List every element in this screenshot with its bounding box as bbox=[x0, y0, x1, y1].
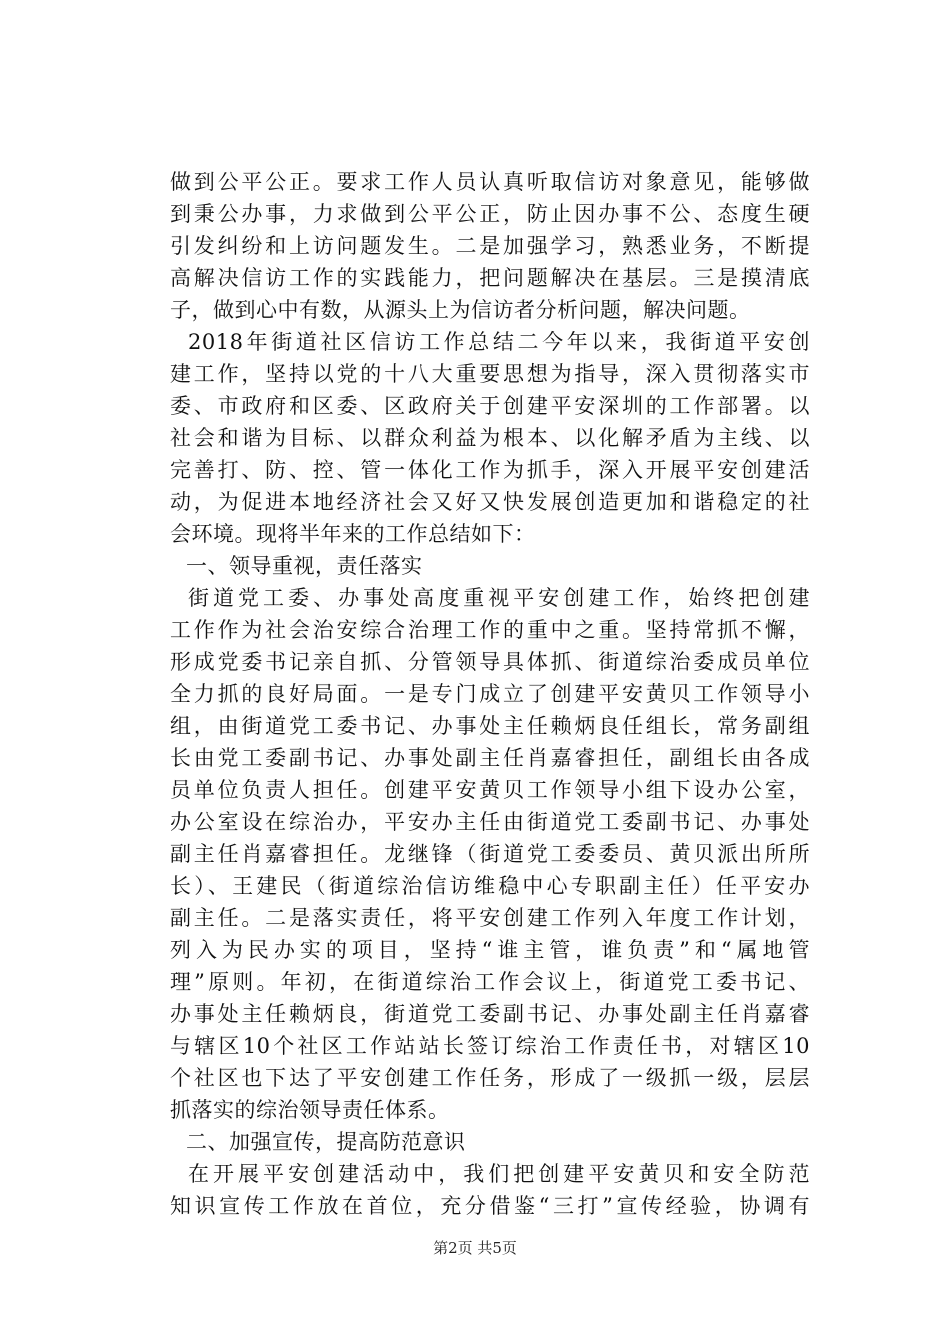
section-heading: 二、加强宣传，提高防范意识 bbox=[186, 1130, 466, 1154]
text-line: 动，为促进本地经济社会又好又快发展创造更加和谐稳定的社 bbox=[170, 490, 810, 514]
text-line: 全力抓的良好局面。一是专门成立了创建平安黄贝工作领导小 bbox=[170, 682, 810, 706]
text-line: 理”原则。年初，在街道综治工作会议上，街道党工委书记、 bbox=[170, 970, 810, 994]
text-line: 2018年街道社区信访工作总结二今年以来，我街道平安创 bbox=[188, 330, 810, 354]
text-line: 形成党委书记亲自抓、分管领导具体抓、街道综治委成员单位 bbox=[170, 650, 810, 674]
text-line: 做到公平公正。要求工作人员认真听取信访对象意见，能够做 bbox=[170, 170, 810, 194]
text-line: 办事处主任赖炳良，街道党工委副书记、办事处副主任肖嘉睿 bbox=[170, 1002, 810, 1026]
text-line: 引发纠纷和上访问题发生。二是加强学习，熟悉业务，不断提 bbox=[170, 234, 810, 258]
text-line: 办公室设在综治办，平安办主任由街道党工委副书记、办事处 bbox=[170, 810, 810, 834]
text-line: 副主任肖嘉睿担任。龙继锋（街道党工委委员、黄贝派出所所 bbox=[170, 842, 810, 866]
text-line: 社会和谐为目标、以群众利益为根本、以化解矛盾为主线、以 bbox=[170, 426, 810, 450]
text-line: 子，做到心中有数，从源头上为信访者分析问题，解决问题。 bbox=[170, 298, 751, 322]
text-line: 组，由街道党工委书记、办事处主任赖炳良任组长，常务副组 bbox=[170, 714, 810, 738]
text-line: 委、市政府和区委、区政府关于创建平安深圳的工作部署。以 bbox=[170, 394, 810, 418]
text-line: 长由党工委副书记、办事处副主任肖嘉睿担任，副组长由各成 bbox=[170, 746, 810, 770]
text-line: 工作作为社会治安综合治理工作的重中之重。坚持常抓不懈， bbox=[170, 618, 810, 642]
text-line: 副主任。二是落实责任，将平安创建工作列入年度工作计划， bbox=[170, 906, 810, 930]
text-line: 知识宣传工作放在首位，充分借鉴“三打”宣传经验，协调有 bbox=[170, 1194, 810, 1218]
text-line: 完善打、防、控、管一体化工作为抓手，深入开展平安创建活 bbox=[170, 458, 810, 482]
text-line: 与辖区10个社区工作站站长签订综治工作责任书，对辖区10 bbox=[170, 1034, 810, 1058]
text-line: 抓落实的综治领导责任体系。 bbox=[170, 1098, 450, 1122]
text-line: 个社区也下达了平安创建工作任务，形成了一级抓一级，层层 bbox=[170, 1066, 810, 1090]
text-line: 长）、王建民（街道综治信访维稳中心专职副主任）任平安办 bbox=[170, 874, 810, 898]
document-body bbox=[170, 166, 810, 1222]
section-heading: 一、领导重视，责任落实 bbox=[186, 554, 423, 578]
text-line: 到秉公办事，力求做到公平公正，防止因办事不公、态度生硬 bbox=[170, 202, 810, 226]
text-line: 建工作，坚持以党的十八大重要思想为指导，深入贯彻落实市 bbox=[170, 362, 810, 386]
text-line: 街道党工委、办事处高度重视平安创建工作，始终把创建 bbox=[188, 586, 810, 610]
text-line: 高解决信访工作的实践能力，把问题解决在基层。三是摸清底 bbox=[170, 266, 810, 290]
text-line: 员单位负责人担任。创建平安黄贝工作领导小组下设办公室， bbox=[170, 778, 810, 802]
text-line: 会环境。现将半年来的工作总结如下： bbox=[170, 522, 536, 546]
text-line: 在开展平安创建活动中，我们把创建平安黄贝和安全防范 bbox=[188, 1162, 810, 1186]
text-line: 列入为民办实的项目，坚持“谁主管，谁负责”和“属地管 bbox=[170, 938, 810, 962]
page-footer: 第2页 共5页 bbox=[433, 1239, 517, 1257]
